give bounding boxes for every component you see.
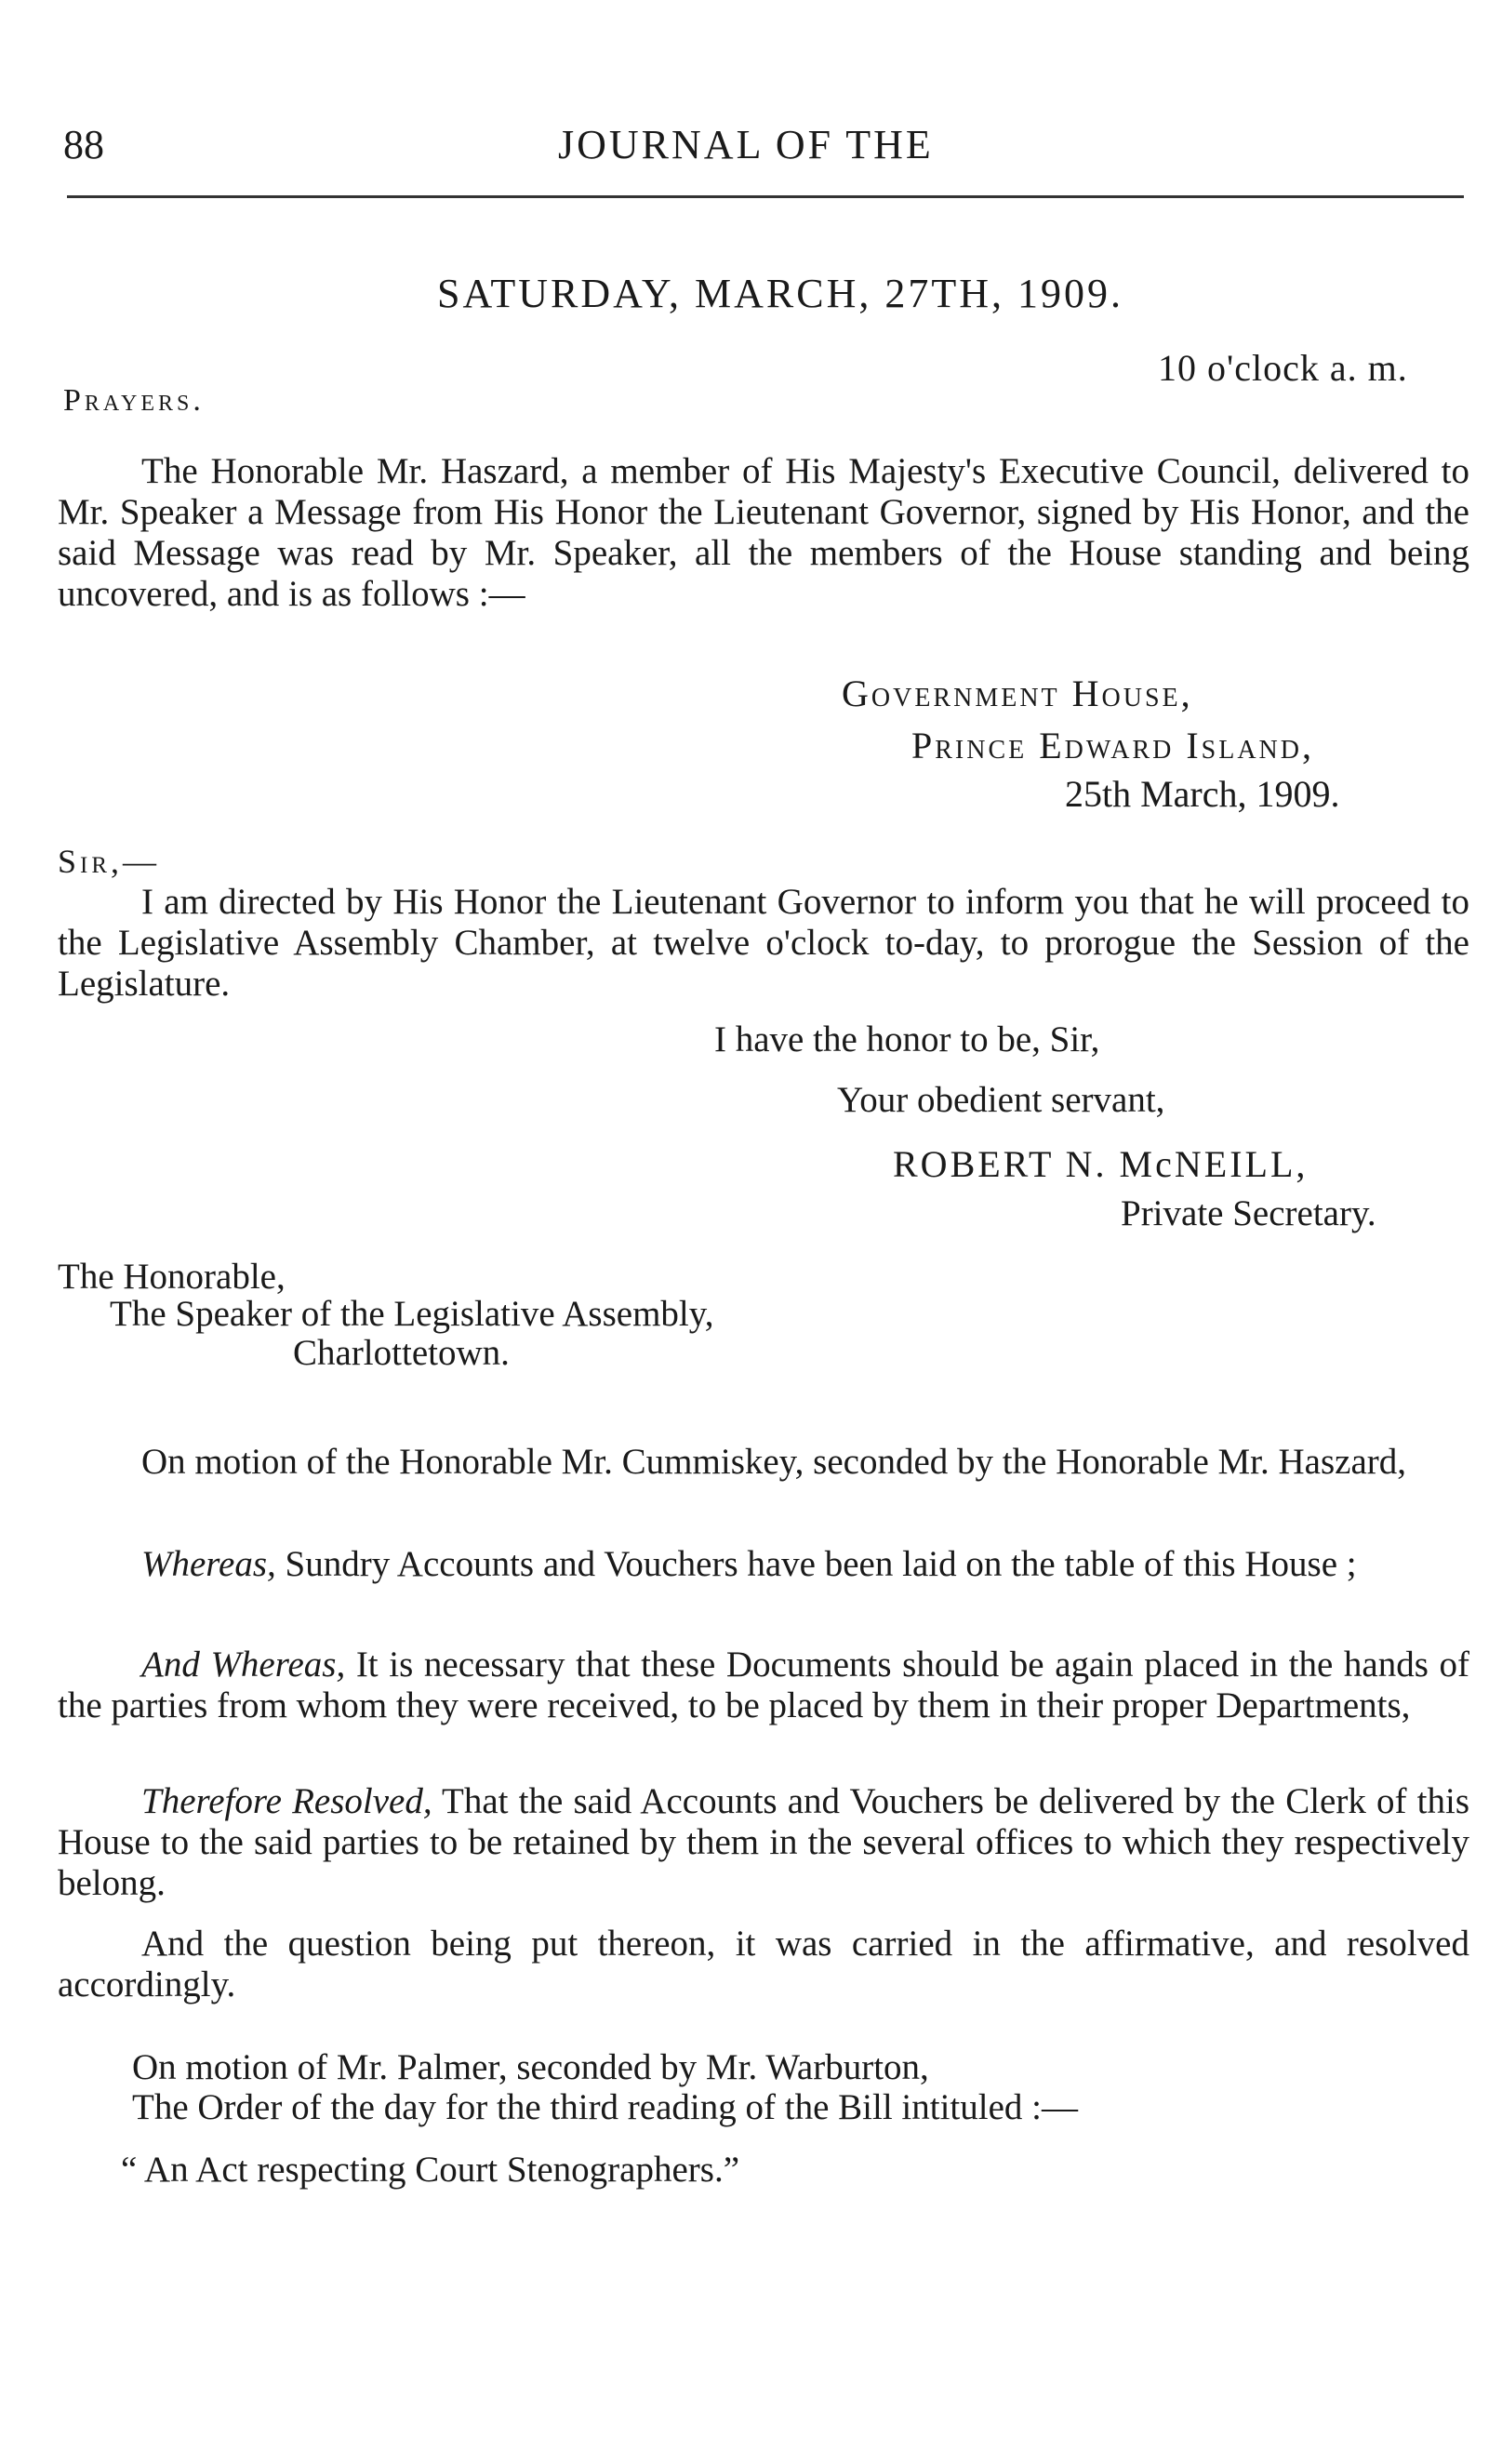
motion1-whereas — [58, 1544, 1469, 1585]
letter-closing-2: Your obedient servant, — [837, 1080, 1165, 1120]
letter-recipient-1: The Honorable, — [58, 1257, 286, 1297]
letter-body: I am directed by His Honor the Lieutenant Governor to inform you that he will proceed to the Legislative Assembly Chamber, at twelve o'clock to-day, to prorogue the Session of the Legislature. — [58, 882, 1469, 1004]
whereas-text: Sundry Accounts and Vouchers have been laid on the table of this House ; — [275, 1544, 1357, 1584]
page-number: 88 — [63, 122, 104, 167]
date-line: SATURDAY, MARCH, 27TH, 1909. — [437, 271, 1124, 316]
motion1-intro: On motion of the Honorable Mr. Cummiskey, seconded by the Honorable Mr. Haszard, — [141, 1442, 1407, 1482]
motion1-question: And the question being put thereon, it was carried in the affirmative, and resolved accordingly. — [58, 1924, 1469, 2004]
whereas-word: Whereas, — [141, 1544, 276, 1584]
bill-title: “ An Act respecting Court Stenographers.” — [121, 2150, 739, 2190]
letter-salutation: Sir,— — [58, 843, 161, 880]
time-line: 10 o'clock a. m. — [1158, 347, 1408, 389]
motion2-line2: The Order of the day for the third reading of the Bill intituled :— — [132, 2087, 1078, 2127]
motion1-resolved — [58, 1781, 1469, 1904]
and-whereas-text: It is necessary that these Documents should be again placed in the hands of the parties from whom they were received, to be placed by them in their proper Departments, — [58, 1645, 1469, 1725]
resolved-word: Therefore Resolved, — [141, 1781, 432, 1821]
letter-recipient-3: Charlottetown. — [293, 1333, 510, 1373]
prayers-heading: Prayers. — [63, 383, 205, 418]
header-rule — [67, 195, 1464, 198]
letter-closing-1: I have the honor to be, Sir, — [714, 1019, 1100, 1059]
motion2-line1: On motion of Mr. Palmer, seconded by Mr. Warburton, — [132, 2047, 929, 2087]
motion1-and-whereas — [58, 1645, 1469, 1726]
letter-address-date: 25th March, 1909. — [1065, 773, 1340, 815]
letter-address-line1: Government House, — [842, 673, 1193, 714]
and-whereas-word: And Whereas, — [141, 1645, 346, 1685]
letter-address-line2: Prince Edward Island, — [911, 725, 1314, 766]
running-title: JOURNAL OF THE — [558, 122, 934, 167]
letter-signature-title: Private Secretary. — [1121, 1193, 1376, 1233]
letter-recipient-2: The Speaker of the Legislative Assembly, — [110, 1294, 714, 1334]
resolved-text: That the said Accounts and Vouchers be delivered by the Clerk of this House to the said parties to be retained by them in the several offices to which they respectively belong. — [58, 1781, 1469, 1903]
intro-paragraph: The Honorable Mr. Haszard, a member of His Majesty's Executive Council, delivered to Mr. Speaker a Message from His Honor the Lieutenant Governor, signed by His Honor, and the said Message was read by Mr. Speaker, all the members of the House standing and being uncovered, and is as follows :— — [58, 451, 1469, 614]
letter-signature: ROBERT N. McNEILL, — [893, 1143, 1309, 1185]
